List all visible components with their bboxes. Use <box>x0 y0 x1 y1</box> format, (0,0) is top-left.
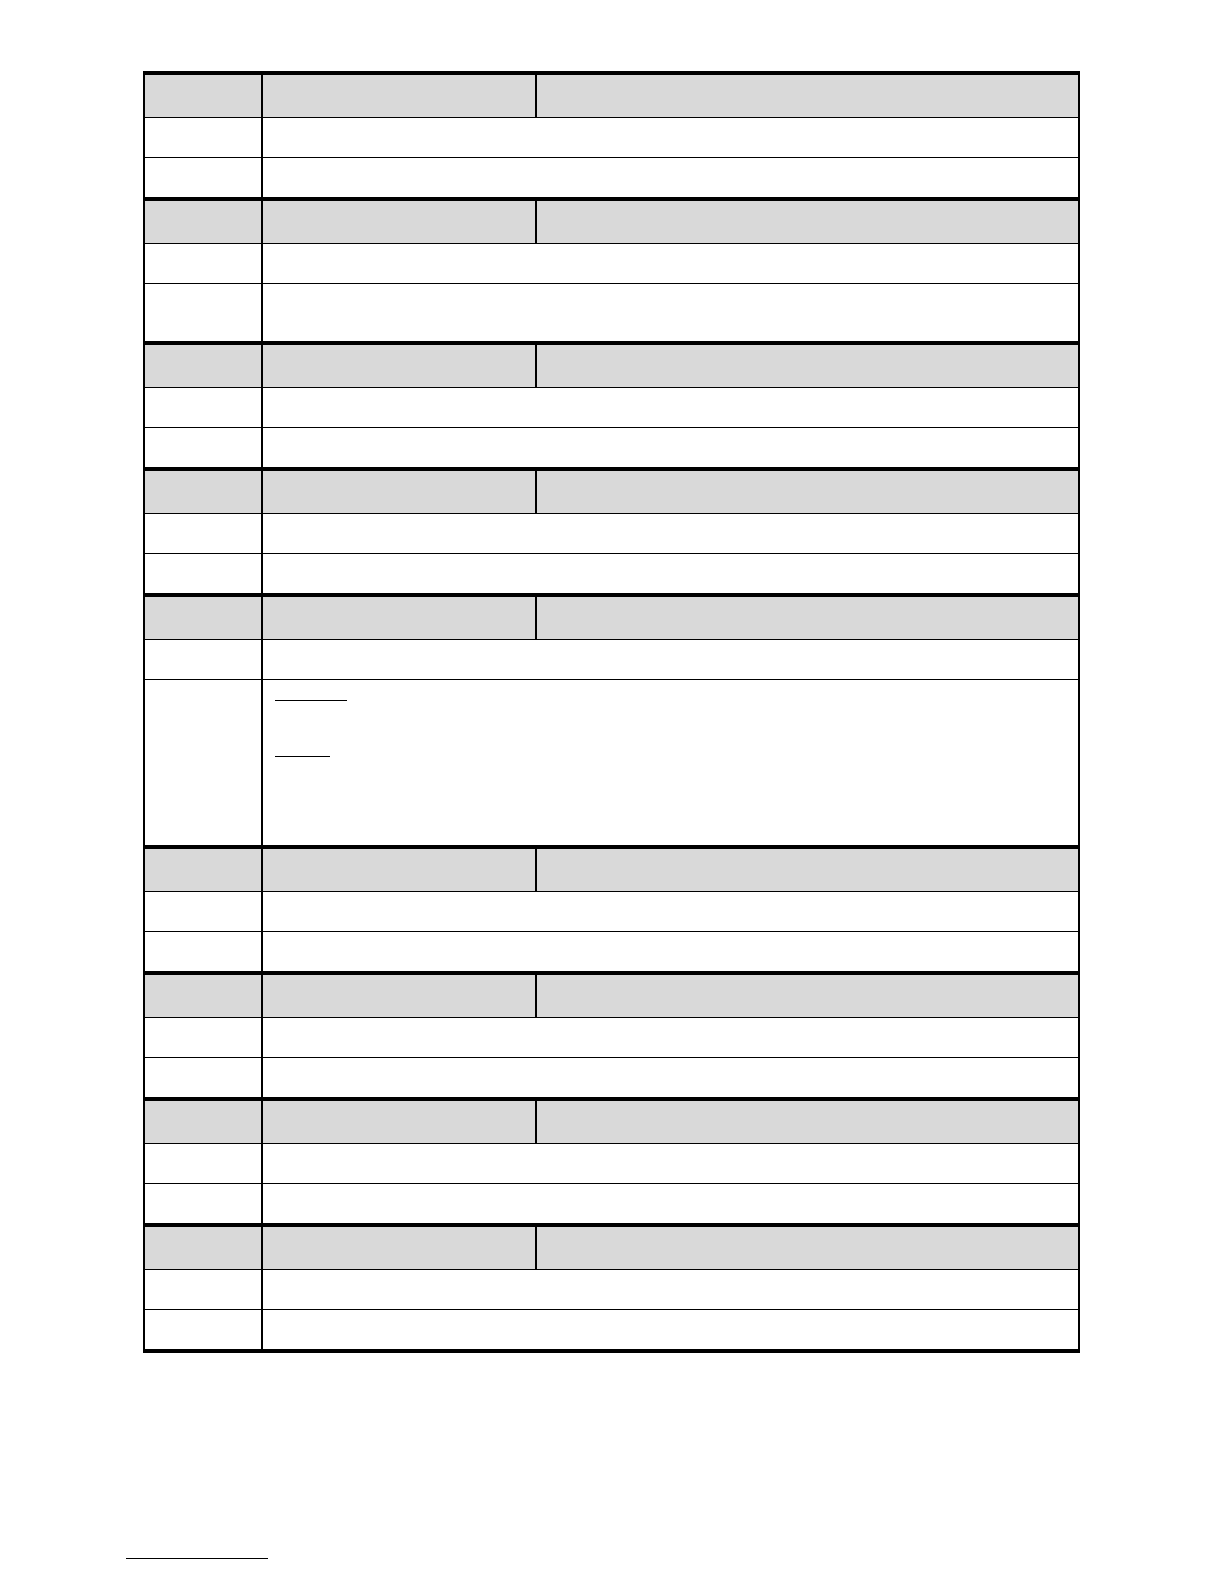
table-row <box>145 283 1078 341</box>
row-value-cell <box>263 1144 1078 1183</box>
row-label-cell <box>145 1270 263 1309</box>
row-value-cell <box>263 514 1078 553</box>
header-cell-detail <box>537 1227 1078 1269</box>
table-row <box>145 1309 1078 1349</box>
row-value-cell <box>263 680 1078 845</box>
header-cell-label <box>145 1101 263 1143</box>
table-row <box>145 1143 1078 1183</box>
header-cell-detail <box>537 75 1078 117</box>
header-cell-label <box>145 201 263 243</box>
header-cell-detail <box>537 471 1078 513</box>
table-row <box>145 891 1078 931</box>
table-section <box>145 341 1078 467</box>
row-value-cell <box>263 284 1078 341</box>
header-cell-label <box>145 471 263 513</box>
row-label-cell <box>145 428 263 467</box>
row-value-cell <box>263 1270 1078 1309</box>
row-value-cell <box>263 244 1078 283</box>
section-header-row <box>145 75 1078 117</box>
section-header-row <box>145 471 1078 513</box>
row-label-cell <box>145 158 263 197</box>
row-label-cell <box>145 1310 263 1349</box>
row-label-cell <box>145 640 263 679</box>
header-cell-name <box>263 975 537 1017</box>
row-label-cell <box>145 244 263 283</box>
row-label-cell <box>145 1058 263 1097</box>
row-label-cell <box>145 680 263 845</box>
header-cell-detail <box>537 345 1078 387</box>
section-header-row <box>145 1227 1078 1269</box>
row-label-cell <box>145 892 263 931</box>
row-value-cell <box>263 158 1078 197</box>
table-row <box>145 1057 1078 1097</box>
table-section <box>145 845 1078 971</box>
table-row <box>145 553 1078 593</box>
header-cell-name <box>263 597 537 639</box>
header-cell-name <box>263 1227 537 1269</box>
section-header-row <box>145 597 1078 639</box>
table-section <box>145 593 1078 845</box>
header-cell-detail <box>537 975 1078 1017</box>
table-section <box>145 1097 1078 1223</box>
row-label-cell <box>145 118 263 157</box>
header-cell-name <box>263 345 537 387</box>
table-row <box>145 157 1078 197</box>
section-header-row <box>145 1101 1078 1143</box>
row-value-cell <box>263 1184 1078 1223</box>
table-row <box>145 679 1078 845</box>
header-cell-label <box>145 849 263 891</box>
footnote-separator <box>126 1558 268 1559</box>
header-cell-detail <box>537 849 1078 891</box>
row-value-cell <box>263 932 1078 971</box>
table-row <box>145 243 1078 283</box>
table-row <box>145 427 1078 467</box>
header-cell-detail <box>537 201 1078 243</box>
table-row <box>145 639 1078 679</box>
row-value-cell <box>263 640 1078 679</box>
table-row <box>145 387 1078 427</box>
header-cell-name <box>263 201 537 243</box>
row-value-cell <box>263 1058 1078 1097</box>
header-cell-name <box>263 471 537 513</box>
table-row <box>145 1269 1078 1309</box>
table-section <box>145 467 1078 593</box>
header-cell-name <box>263 75 537 117</box>
row-value-cell <box>263 892 1078 931</box>
header-cell-label <box>145 597 263 639</box>
row-value-cell <box>263 1310 1078 1349</box>
row-label-cell <box>145 932 263 971</box>
row-value-cell <box>263 388 1078 427</box>
row-value-cell <box>263 428 1078 467</box>
row-label-cell <box>145 554 263 593</box>
row-value-cell <box>263 554 1078 593</box>
header-cell-label <box>145 1227 263 1269</box>
header-cell-name <box>263 849 537 891</box>
row-label-cell <box>145 1144 263 1183</box>
header-cell-label <box>145 345 263 387</box>
row-label-cell <box>145 388 263 427</box>
table-row <box>145 1017 1078 1057</box>
row-label-cell <box>145 284 263 341</box>
underline-rule <box>275 700 347 701</box>
underline-rule <box>275 756 330 757</box>
table-row <box>145 513 1078 553</box>
table-row <box>145 117 1078 157</box>
row-value-cell <box>263 1018 1078 1057</box>
table-section <box>145 971 1078 1097</box>
table-section <box>145 197 1078 341</box>
section-header-row <box>145 849 1078 891</box>
form-table <box>143 71 1080 1353</box>
header-cell-detail <box>537 597 1078 639</box>
header-cell-label <box>145 975 263 1017</box>
row-label-cell <box>145 1018 263 1057</box>
table-row <box>145 931 1078 971</box>
row-value-cell <box>263 118 1078 157</box>
table-section <box>145 75 1078 197</box>
section-header-row <box>145 345 1078 387</box>
section-header-row <box>145 975 1078 1017</box>
table-section <box>145 1223 1078 1349</box>
header-cell-label <box>145 75 263 117</box>
header-cell-detail <box>537 1101 1078 1143</box>
row-label-cell <box>145 514 263 553</box>
header-cell-name <box>263 1101 537 1143</box>
section-header-row <box>145 201 1078 243</box>
row-label-cell <box>145 1184 263 1223</box>
table-row <box>145 1183 1078 1223</box>
